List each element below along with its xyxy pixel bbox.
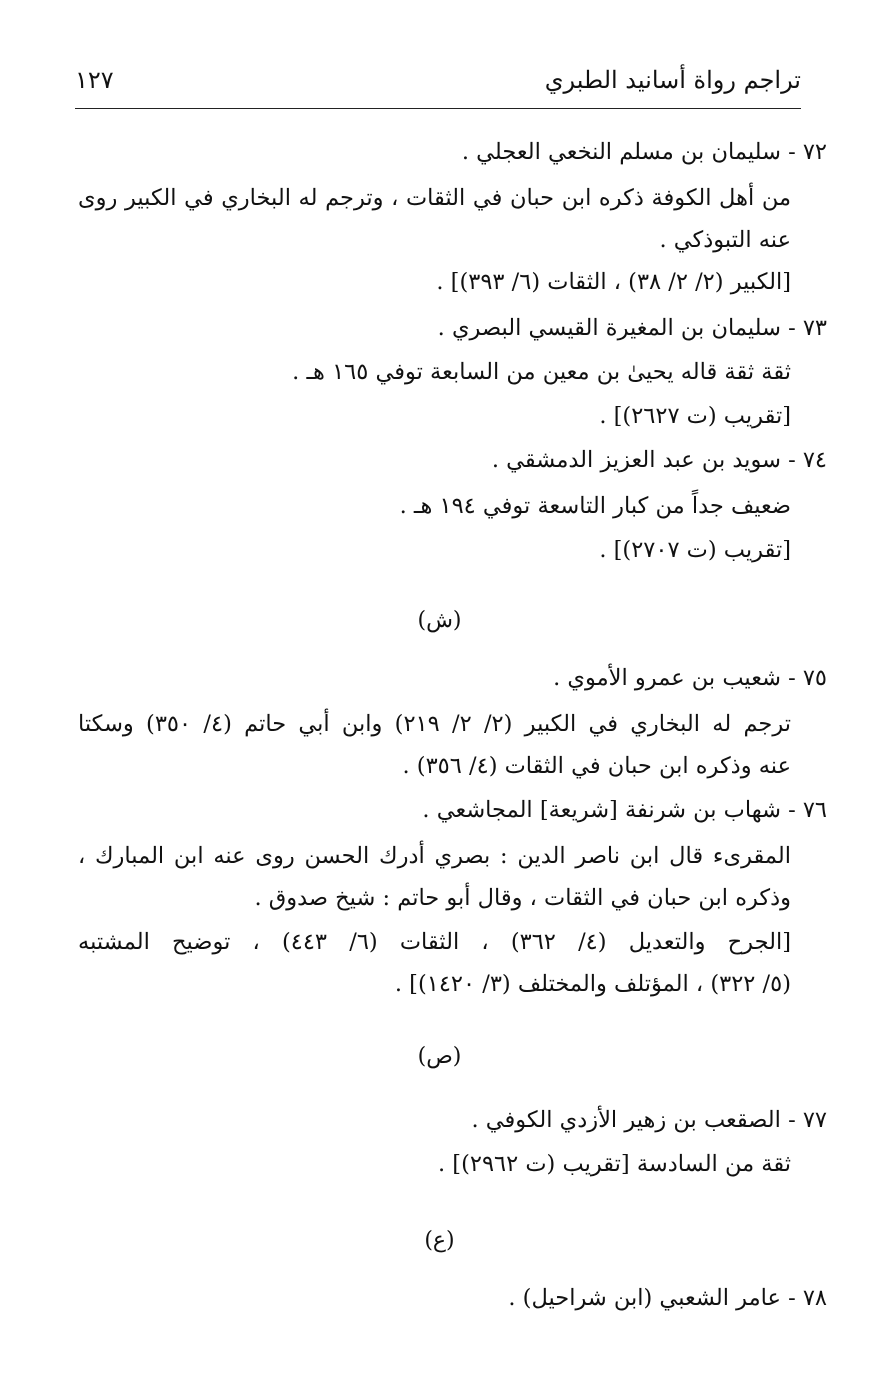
entry-77-text: ثقة من السادسة [تقريب (ت ٢٩٦٢)] . <box>438 1151 791 1177</box>
entry-73-heading: ٧٣ - سليمان بن المغيرة القيسي البصري . <box>437 315 827 341</box>
section-heading-shin: (ش) <box>417 608 462 633</box>
entry-76-heading: ٧٦ - شهاب بن شرنفة [شريعة] المجاشعي . <box>422 797 827 823</box>
entry-76-text: وذكره ابن حبان في الثقات ، وقال أبو حاتم : شيخ صدوق . <box>254 885 791 911</box>
entry-72-text: عنه التبوذكي . <box>659 227 791 253</box>
entry-73-reference: [تقريب (ت ٢٦٢٧)] . <box>599 403 791 429</box>
entry-72-text: من أهل الكوفة ذكره ابن حبان في الثقات ، وترجم له البخاري في الكبير روى <box>78 185 791 211</box>
entry-72-reference: [الكبير (٢/ ٢/ ٣٨) ، الثقات (٦/ ٣٩٣)] . <box>436 269 791 295</box>
entry-75-text: ترجم له البخاري في الكبير (٢/ ٢/ ٢١٩) وابن أبي حاتم (٤/ ٣٥٠) وسكتا <box>78 711 792 737</box>
entry-73-text: ثقة ثقة قاله يحيىٰ بن معين من السابعة توفي ١٦٥ هـ . <box>292 359 791 385</box>
entry-72-heading: ٧٢ - سليمان بن مسلم النخعي العجلي . <box>461 139 827 165</box>
running-header <box>75 62 801 108</box>
section-heading-sad: (ص) <box>417 1044 462 1069</box>
section-heading-ain: (ع) <box>424 1228 455 1253</box>
page-number: ١٢٧ <box>75 66 114 94</box>
entry-74-reference: [تقريب (ت ٢٧٠٧)] . <box>599 537 791 563</box>
entry-76-reference: (٥/ ٣٢٢) ، المؤتلف والمختلف (٣/ ١٤٢٠)] . <box>394 971 791 997</box>
entry-75-heading: ٧٥ - شعيب بن عمرو الأموي . <box>553 665 827 691</box>
entry-75-text: عنه وذكره ابن حبان في الثقات (٤/ ٣٥٦) . <box>402 753 791 779</box>
entry-78-heading: ٧٨ - عامر الشعبي (ابن شراحيل) . <box>508 1285 827 1311</box>
entry-76-reference: [الجرح والتعديل (٤/ ٣٦٢) ، الثقات (٦/ ٤٤٣) ، توضيح المشتبه <box>78 929 792 955</box>
entry-74-heading: ٧٤ - سويد بن عبد العزيز الدمشقي . <box>491 447 827 473</box>
running-title: تراجم رواة أسانيد الطبري <box>544 66 801 94</box>
header-rule <box>75 108 801 109</box>
entry-77-heading: ٧٧ - الصقعب بن زهير الأزدي الكوفي . <box>471 1107 827 1133</box>
entry-76-text: المقرىء قال ابن ناصر الدين : بصري أدرك الحسن روى عنه ابن المبارك ، <box>78 843 791 869</box>
entry-74-text: ضعيف جداً من كبار التاسعة توفي ١٩٤ هـ . <box>399 493 791 519</box>
